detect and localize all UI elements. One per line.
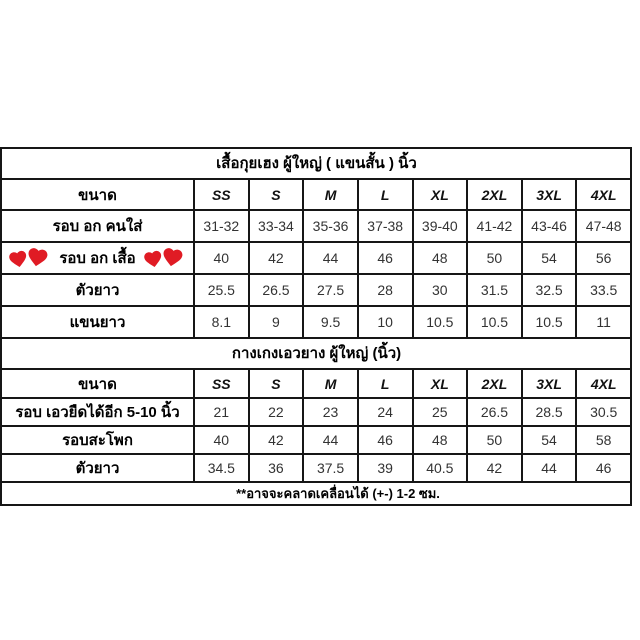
size-value-cell: 44 <box>303 242 358 274</box>
size-value-cell: 54 <box>522 426 577 454</box>
size-value-cell: 40.5 <box>413 454 468 482</box>
size-value-cell: 30.5 <box>576 398 631 426</box>
size-chart-table <box>0 147 632 506</box>
size-value-cell: 35-36 <box>303 210 358 242</box>
row-label: รอบ อก เสื้อ <box>59 250 136 267</box>
size-value-cell: 39 <box>358 454 413 482</box>
pants-table-row <box>1 426 631 454</box>
size-column-header: SS <box>194 179 249 210</box>
size-value-cell: 24 <box>358 398 413 426</box>
size-column-header: L <box>358 179 413 210</box>
size-value-cell: 23 <box>303 398 358 426</box>
size-column-header: XL <box>413 179 468 210</box>
row-label-cell: ตัวยาว <box>1 454 194 482</box>
shirt-table-row <box>1 242 631 274</box>
size-value-cell: 21 <box>194 398 249 426</box>
size-value-cell: 42 <box>249 426 304 454</box>
size-value-cell: 54 <box>522 242 577 274</box>
size-label-header: ขนาด <box>1 179 194 210</box>
pants-header-row <box>1 369 631 398</box>
size-value-cell: 9.5 <box>303 306 358 338</box>
two-red-hearts-icon <box>8 246 52 271</box>
size-value-cell: 37.5 <box>303 454 358 482</box>
size-value-cell: 42 <box>249 242 304 274</box>
pants-table-title: กางเกงเอวยาง ผู้ใหญ่ (นิ้ว) <box>1 338 631 369</box>
size-column-header: 2XL <box>467 369 522 398</box>
size-value-cell: 47-48 <box>576 210 631 242</box>
size-column-header: 4XL <box>576 179 631 210</box>
size-value-cell: 58 <box>576 426 631 454</box>
pants-table-row <box>1 454 631 482</box>
size-column-header: SS <box>194 369 249 398</box>
size-value-cell: 44 <box>303 426 358 454</box>
size-value-cell: 37-38 <box>358 210 413 242</box>
shirt-table-title: เสื้อกุยเฮง ผู้ใหญ่ ( แขนสั้น ) นิ้ว <box>1 148 631 179</box>
size-value-cell: 39-40 <box>413 210 468 242</box>
size-value-cell: 56 <box>576 242 631 274</box>
size-column-header: XL <box>413 369 468 398</box>
size-value-cell: 48 <box>413 242 468 274</box>
size-value-cell: 25.5 <box>194 274 249 306</box>
size-value-cell: 46 <box>576 454 631 482</box>
size-value-cell: 27.5 <box>303 274 358 306</box>
size-column-header: 3XL <box>522 369 577 398</box>
size-column-header: L <box>358 369 413 398</box>
size-column-header: M <box>303 179 358 210</box>
size-value-cell: 26.5 <box>467 398 522 426</box>
size-column-header: 3XL <box>522 179 577 210</box>
size-value-cell: 22 <box>249 398 304 426</box>
size-value-cell: 28.5 <box>522 398 577 426</box>
size-value-cell: 9 <box>249 306 304 338</box>
size-value-cell: 48 <box>413 426 468 454</box>
size-value-cell: 33.5 <box>576 274 631 306</box>
size-value-cell: 42 <box>467 454 522 482</box>
size-column-header: S <box>249 369 304 398</box>
size-column-header: 2XL <box>467 179 522 210</box>
row-label-cell: ตัวยาว <box>1 274 194 306</box>
size-label-header: ขนาด <box>1 369 194 398</box>
size-value-cell: 44 <box>522 454 577 482</box>
row-label-cell <box>1 242 194 274</box>
size-value-cell: 36 <box>249 454 304 482</box>
size-column-header: S <box>249 179 304 210</box>
size-value-cell: 28 <box>358 274 413 306</box>
shirt-header-row <box>1 179 631 210</box>
size-value-cell: 11 <box>576 306 631 338</box>
pants-title-row <box>1 338 631 369</box>
size-value-cell: 34.5 <box>194 454 249 482</box>
size-value-cell: 40 <box>194 242 249 274</box>
size-value-cell: 26.5 <box>249 274 304 306</box>
row-label-cell: แขนยาว <box>1 306 194 338</box>
size-value-cell: 46 <box>358 426 413 454</box>
size-value-cell: 31-32 <box>194 210 249 242</box>
size-value-cell: 10.5 <box>467 306 522 338</box>
size-value-cell: 10.5 <box>413 306 468 338</box>
two-red-hearts-icon <box>143 246 187 271</box>
footnote-text: **อาจจะคลาดเคลื่อนได้ (+-) 1-2 ซม. <box>1 482 631 505</box>
size-value-cell: 41-42 <box>467 210 522 242</box>
size-value-cell: 40 <box>194 426 249 454</box>
row-label-cell: รอบ อก คนใส่ <box>1 210 194 242</box>
row-label-cell: รอบ เอวยืดได้อีก 5-10 นิ้ว <box>1 398 194 426</box>
size-value-cell: 50 <box>467 426 522 454</box>
size-value-cell: 8.1 <box>194 306 249 338</box>
size-value-cell: 33-34 <box>249 210 304 242</box>
shirt-table-row <box>1 210 631 242</box>
size-value-cell: 46 <box>358 242 413 274</box>
shirt-table-row <box>1 274 631 306</box>
size-value-cell: 31.5 <box>467 274 522 306</box>
pants-table-row <box>1 398 631 426</box>
size-value-cell: 25 <box>413 398 468 426</box>
shirt-title-row <box>1 148 631 179</box>
size-column-header: 4XL <box>576 369 631 398</box>
shirt-table-row <box>1 306 631 338</box>
row-label-cell: รอบสะโพก <box>1 426 194 454</box>
size-value-cell: 32.5 <box>522 274 577 306</box>
size-value-cell: 10 <box>358 306 413 338</box>
size-column-header: M <box>303 369 358 398</box>
size-value-cell: 43-46 <box>522 210 577 242</box>
size-value-cell: 30 <box>413 274 468 306</box>
size-value-cell: 50 <box>467 242 522 274</box>
footnote-row <box>1 482 631 505</box>
size-value-cell: 10.5 <box>522 306 577 338</box>
